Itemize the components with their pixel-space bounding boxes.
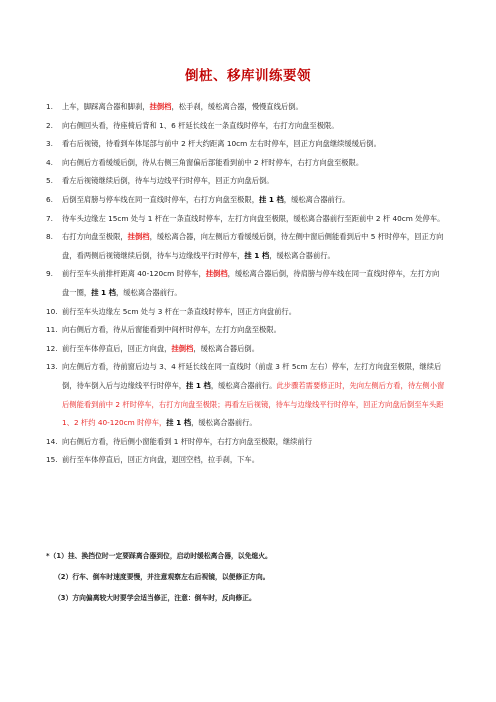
step-text-segment: 前行至车头边缘左 5cm 处与 3 杆在一条直线时停车，回正方向盘前行。	[62, 306, 296, 316]
step-number: 4.	[46, 157, 53, 167]
step-number: 15.	[46, 455, 58, 465]
correction-note: 此步骤若需要修正时，先向左侧后方看，待左侧小窗后侧能看到前中 2 杆时停车，右打方向盘至极限；再看左后视镜，待车与边缘线平行时停车，回正方向盘后倒至车头距 1、2 杆约 40-120cm 时停车，	[62, 380, 445, 428]
gear-bold: 挂 1 档	[259, 194, 284, 204]
step-text-segment: 看右后视镜，待看到车体尾部与前中 2 杆大约距离 10cm 左右时停车，回正方向盘继续缓缓后倒。	[62, 139, 381, 149]
step-text	[62, 210, 446, 229]
step-text-segment: 前行至车体停直后，回正方向盘，退回空档，拉手刹，下车。	[62, 455, 260, 465]
step-number: 12.	[46, 343, 58, 353]
gear-bold: 挂 1 档	[91, 287, 116, 297]
step-item	[46, 358, 446, 432]
step-number: 10.	[46, 306, 58, 316]
gear-bold: 挂 1 档	[186, 380, 211, 390]
step-text	[62, 98, 446, 117]
step-text-segment: ，缓松离合器前行。	[210, 380, 277, 390]
step-text-segment: ，缓松离合器前行。	[283, 194, 350, 204]
step-text	[62, 117, 446, 136]
step-text-segment: 向右侧后方看，待后侧小窗能看到 1 杆时停车，右打方向盘至极限，继续前行	[62, 436, 313, 446]
step-item	[46, 451, 446, 470]
note-line: *（1）挂、换挡位时一定要踩离合器到位，启动时缓松离合器，以免熄火。	[46, 552, 272, 560]
step-text	[62, 265, 446, 302]
step-text	[62, 303, 446, 322]
gear-highlight: 挂倒档	[149, 102, 172, 111]
step-text-segment: ，缓松离合器前行。	[115, 287, 182, 297]
step-text	[62, 358, 446, 432]
gear-bold: 挂 1 档	[166, 418, 192, 428]
step-item	[46, 321, 446, 340]
step-text-segment: 后倒至肩膀与停车线在同一直线时停车，右打方向盘至极限，	[62, 194, 260, 204]
step-text-segment: ，缓松离合器前行。	[269, 250, 335, 260]
step-text	[62, 321, 446, 340]
gear-bold: 挂 1 档	[244, 250, 270, 260]
step-text-segment: 上车，脚踩离合器和脚刹，	[62, 102, 150, 111]
step-item	[46, 210, 446, 229]
step-number: 6.	[46, 194, 53, 204]
step-item	[46, 433, 446, 452]
step-item	[46, 265, 446, 302]
step-item	[46, 191, 446, 210]
step-text-segment: ，缓松离合器后倒，待肩膀与停车线在同一直线时停车，左打方向盘一圈，	[62, 269, 440, 297]
step-number: 14.	[46, 436, 58, 446]
step-text	[62, 135, 446, 154]
step-text-segment: ，缓松离合器，向左侧后方看缓缓后倒，待左侧中窗后侧能看到后中 5 杆时停车，回正方向盘，看两侧后视镜继续后倒，待车与边缘线平行时停车，	[62, 232, 444, 260]
step-item	[46, 172, 446, 191]
step-number: 11.	[46, 325, 58, 335]
step-item	[46, 154, 446, 173]
step-number: 9.	[46, 269, 53, 279]
step-number: 13.	[46, 362, 58, 372]
gear-highlight: 挂倒档	[127, 232, 150, 242]
step-text	[62, 340, 446, 359]
step-text-segment: ，缓松离合器后倒。	[193, 343, 260, 353]
step-text-segment: ，松手刹，缓松离合器，慢慢直线后倒。	[171, 102, 303, 111]
step-text-segment: 右打方向盘至极限，	[62, 232, 128, 242]
step-item	[46, 135, 446, 154]
step-text	[62, 191, 446, 210]
gear-highlight: 挂倒档	[205, 269, 228, 279]
step-item	[46, 303, 446, 322]
steps-list	[46, 98, 446, 470]
step-text	[62, 154, 446, 173]
note-line: （3）方向偏离较大时要学会适当修正，注意：倒车时，反向修正。	[54, 594, 256, 602]
step-text-segment: 向右侧回头看，待座椅后背和 1、6 杆延长线在一条直线时停车，右打方向盘至极限。	[62, 120, 339, 130]
step-text-segment: ，缓松离合器前行。	[191, 418, 257, 428]
step-number: 2.	[46, 120, 53, 130]
step-item	[46, 117, 446, 136]
step-text-segment: 看左后视镜继续后倒，待车与边线平行时停车，回正方向盘后倒。	[62, 176, 274, 186]
step-text-segment: 待车头边缘左 15cm 处与 1 杆在一条直线时停车，左打方向盘至极限，缓松离合器前行至距前中 2 杆 40cm 处停车。	[62, 213, 445, 223]
step-number: 7.	[46, 213, 53, 223]
step-text-segment: 前行至车头前排杆距离 40-120cm 时停车，	[62, 269, 206, 279]
step-number: 5.	[46, 176, 53, 186]
step-text-segment: 向右侧后方看，待从后窗能看到中间杆时停车，左打方向盘至极限。	[62, 325, 281, 335]
step-text-segment: 前行至车体停直后，回正方向盘，	[62, 343, 172, 353]
step-text	[62, 228, 446, 265]
notes-section	[46, 546, 450, 609]
step-item	[46, 228, 446, 265]
step-text	[62, 172, 446, 191]
step-text-segment: 向左侧后方看，待前窗后边与 3、4 杆延长线在同一直线时（前虚 3 杆 5cm 左右）停车，左打方向盘至极限，继续后倒，待车倒入后与边缘线平行时停车，	[62, 362, 442, 390]
step-text	[62, 433, 446, 452]
step-number: 1.	[46, 102, 53, 111]
step-number: 3.	[46, 139, 53, 149]
step-number: 8.	[46, 232, 53, 242]
note-line: （2）行车、倒车时速度要慢，并注意观察左右后视镜，以便修正方向。	[54, 573, 270, 581]
page-title: 倒桩、移库训练要领	[185, 68, 311, 84]
step-text	[62, 451, 446, 470]
step-item	[46, 340, 446, 359]
step-item	[46, 98, 446, 117]
gear-highlight: 挂倒档	[171, 343, 194, 353]
step-text-segment: 向右侧后方看缓缓后倒，待从右侧三角窗偏后部能看到前中 2 杆时停车，右打方向盘至极限。	[62, 157, 364, 167]
